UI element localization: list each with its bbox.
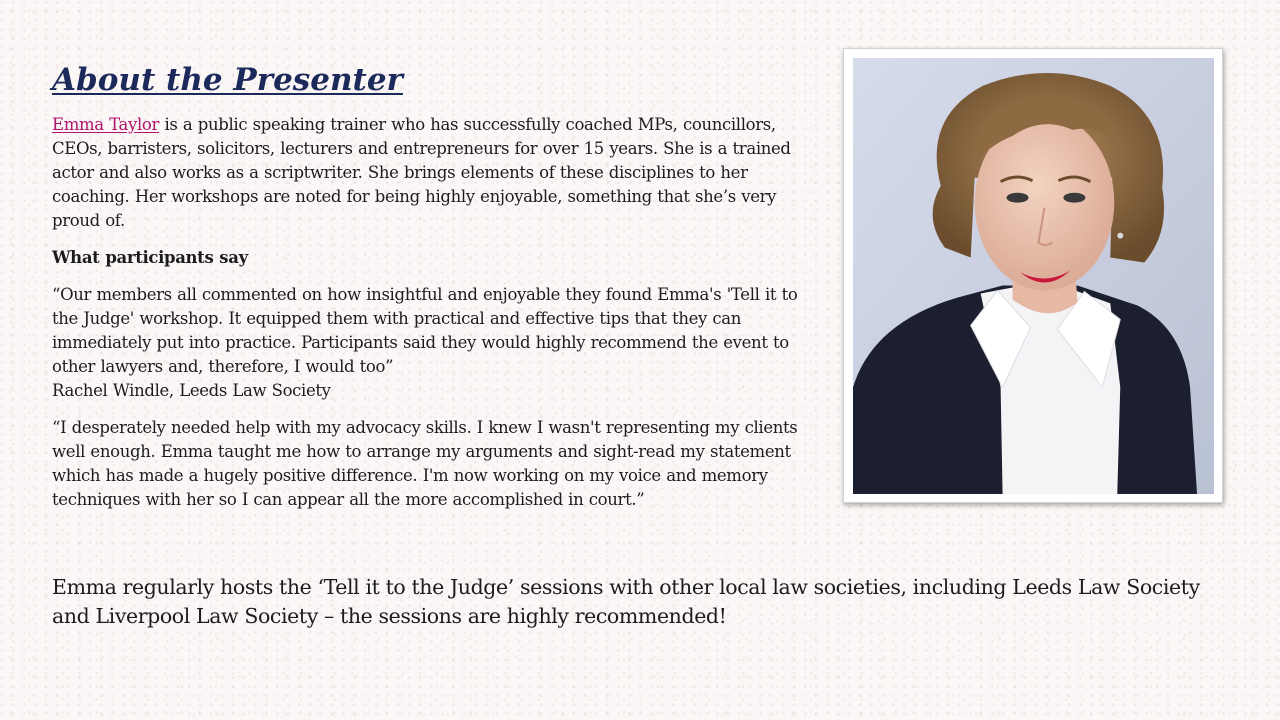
earring xyxy=(1117,233,1123,239)
testimonial-1-attribution: Rachel Windle, Leeds Law Society xyxy=(52,381,331,400)
intro-text: is a public speaking trainer who has successfully coached MPs, councillors, CEOs, barristers, solicitors, lecturers and entrepreneurs for over 15 years. She is a trained actor and also works as a scriptwriter. She brings elements of these disciplines to her coaching. Her workshops are noted for being highly enjoyable, something that she’s very proud of. xyxy=(52,115,791,230)
presenter-photo xyxy=(853,58,1214,494)
presenter-name-link[interactable]: Emma Taylor xyxy=(52,115,160,134)
page-title: About the Presenter xyxy=(52,62,403,98)
participants-heading: What participants say xyxy=(52,248,248,267)
testimonial-1-quote: “Our members all commented on how insightful and enjoyable they found Emma's 'Tell it to the Judge' workshop. It equipped them with practical and effective tips that they can immediately put into practice. Participants said they would highly recommend the event to other lawyers and, therefore, I would too” xyxy=(52,285,798,376)
testimonial-2-quote: “I desperately needed help with my advocacy skills. I knew I wasn't representing my clients well enough. Emma taught me how to arrange my arguments and sight-read my statement which has made a hugely positive difference. I'm now working on my voice and memory techniques with her so I can appear all the more accomplished in court.” xyxy=(52,418,798,509)
intro-paragraph xyxy=(52,113,808,233)
left-eye xyxy=(1007,193,1029,203)
right-eye xyxy=(1063,193,1085,203)
presenter-photo-frame xyxy=(843,48,1223,503)
presenter-bio-section xyxy=(52,113,808,525)
testimonial-2 xyxy=(52,416,808,512)
testimonial-1 xyxy=(52,283,808,403)
closing-statement: Emma regularly hosts the ‘Tell it to the Judge’ sessions with other local law societies, including Leeds Law Society and Liverpool Law Society – the sessions are highly recommended! xyxy=(52,575,1200,628)
